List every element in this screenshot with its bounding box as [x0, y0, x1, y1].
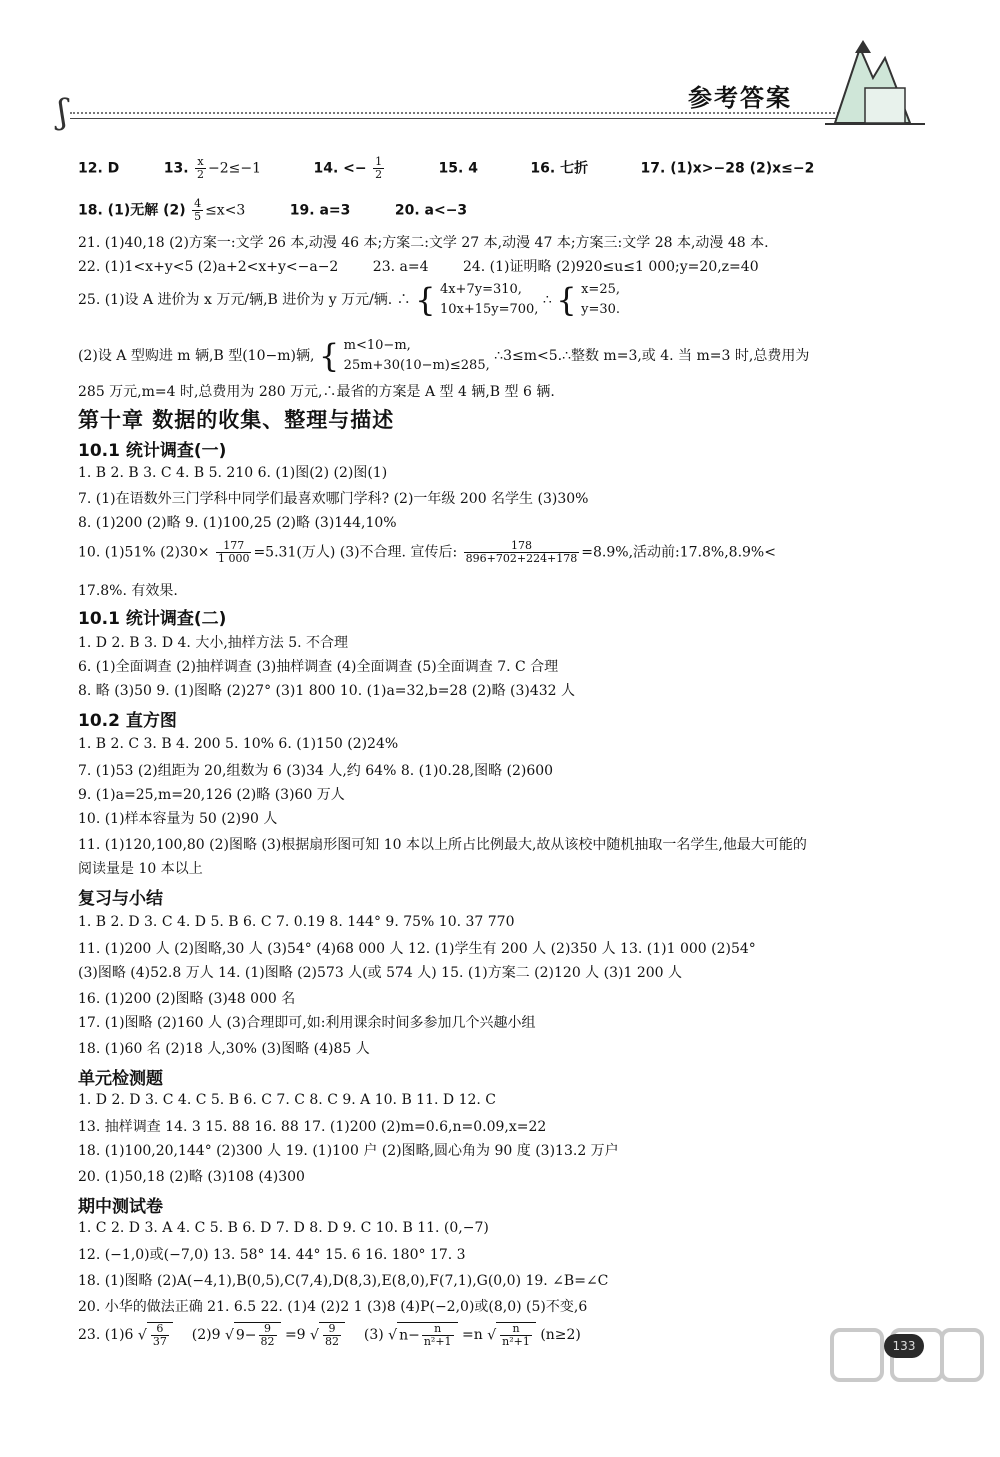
answer-row: 25. (1)设 A 进价为 x 万元/辆,B 进价为 y 万元/辆. ∴ { 4x+7y=310, 10x+15y=700, ∴ { x=25, y=30.	[78, 281, 621, 319]
header-hook-ornament: ʃ	[58, 92, 68, 132]
answer-row: 20. 小华的做法正确 21. 6.5 22. (1)4 (2)2 1 (3)8 (4)P(−2,0)或(8,0) (5)不变,6	[78, 1299, 588, 1315]
answer-row: 7. (1)53 (2)组距为 20,组数为 6 (3)34 人,约 64% 8. (1)0.28,图略 (2)600	[78, 763, 554, 779]
fraction: $\frac{x}{2}$	[197, 155, 205, 181]
answer-row: 20. (1)50,18 (2)略 (3)108 (4)300	[78, 1169, 305, 1185]
answer-row: 1. B 2. B 3. C 4. B 5. 210 6. (1)图(2) (2)图(1)	[78, 465, 388, 481]
answer-row: 阅读量是 10 本以上	[78, 861, 203, 877]
answer-row: 10. (1)样本容量为 50 (2)90 人	[78, 811, 278, 827]
answer-row: (3)图略 (4)52.8 万人 14. (1)图略 (2)573 人(或 574 人) 15. (1)方案二 (2)120 人 (3)1 200 人	[78, 965, 682, 981]
chapter-title: 第十章 数据的收集、整理与描述	[78, 408, 395, 432]
section-title: 单元检测题	[78, 1069, 163, 1089]
fraction: $\frac{1}{2}$	[375, 155, 383, 181]
answer-row: 16. (1)200 (2)图略 (3)48 000 名	[78, 991, 296, 1007]
radical: √ $\frac{6}{37}$	[138, 1322, 173, 1348]
header-decoration-icon	[825, 38, 925, 128]
answer-row: 285 万元,m=4 时,总费用为 280 万元,∴最省的方案是 A 型 4 辆,B 型 6 辆.	[78, 384, 555, 400]
answer-row: 9. (1)a=25,m=20,126 (2)略 (3)60 万人	[78, 787, 345, 803]
section-title: 期中测试卷	[78, 1197, 163, 1217]
answer-row: 22. (1)1<x+y<5 (2)a+2<x+y<−a−2 23. a=4 24. (1)证明略 (2)920≤u≤1 000;y=20,z=40	[78, 259, 759, 275]
answer-row: 18. (1)60 名 (2)18 人,30% (3)图略 (4)85 人	[78, 1041, 370, 1057]
answer-row: 23. (1)6 √ $\frac{6}{37}$ (2)9 √ 9− $\frac{9}{82}$ =9 √ $\frac{9}{82}$ (3) √ n− $\frac{n}{\text{n²+1}}$ =n √ $\frac{n}{\text{n²+1}}$ (n≥2)	[78, 1322, 581, 1348]
watermark-stamp-icon	[812, 1310, 992, 1450]
answer-row: 8. (1)200 (2)略 9. (1)100,25 (2)略 (3)144,10%	[78, 515, 397, 531]
answer-row: 1. B 2. D 3. C 4. D 5. B 6. C 7. 0.19 8. 144° 9. 75% 10. 37 770	[78, 914, 515, 930]
answer-row: 1. D 2. B 3. D 4. 大小,抽样方法 5. 不合理	[78, 635, 349, 651]
answer-row: 7. (1)在语数外三门学科中同学们最喜欢哪门学科? (2)一年级 200 名学生 (3)30%	[78, 491, 589, 507]
answer-row: 1. B 2. C 3. B 4. 200 5. 10% 6. (1)150 (2)24%	[78, 736, 399, 752]
answer-row: 12. (−1,0)或(−7,0) 13. 58° 14. 44° 15. 6 16. 180° 17. 3	[78, 1247, 466, 1263]
answer-row: 17.8%. 有效果.	[78, 583, 178, 599]
answer-row: 13. 抽样调查 14. 3 15. 88 16. 88 17. (1)200 (2)m=0.6,n=0.09,x=22	[78, 1119, 547, 1135]
header-solid-rule	[70, 118, 880, 119]
answer-row: 11. (1)200 人 (2)图略,30 人 (3)54° (4)68 000 人 12. (1)学生有 200 人 (2)350 人 13. (1)1 000 (2)54°	[78, 941, 756, 957]
section-title: 10.1 统计调查(二)	[78, 609, 227, 629]
radical: √ $\frac{n}{\text{n²+1}}$	[487, 1322, 536, 1348]
answer-row: 17. (1)图略 (2)160 人 (3)合理即可,如:利用课余时间多参加几个兴趣小组	[78, 1015, 536, 1031]
section-title: 10.2 直方图	[78, 711, 177, 731]
answer-row: 6. (1)全面调查 (2)抽样调查 (3)抽样调查 (4)全面调查 (5)全面调查 7. C 合理	[78, 659, 559, 675]
answer-row: 11. (1)120,100,80 (2)图略 (3)根据扇形图可知 10 本以上所占比例最大,故从该校中随机抽取一名学生,他最大可能的	[78, 837, 807, 853]
fraction: $\frac{178}{896+702+224+178}$	[465, 539, 578, 565]
header-title: 参考答案	[688, 84, 792, 112]
answer-row: 18. (1)100,20,144° (2)300 人 19. (1)100 户 (2)图略,圆心角为 90 度 (3)13.2 万户	[78, 1143, 619, 1159]
fraction: $\frac{4}{5}$	[194, 197, 202, 223]
answer-row: 12. D 13. $\frac{x}{2}$ −2≤−1 14. <− $\frac{1}{2}$ 15. 4 16. 七折 17. (1)x>−28 (2)x≤−2	[78, 155, 815, 181]
answer-row: 18. (1)无解 (2) $\frac{4}{5}$ ≤x<3 19. a=3 20. a<−3	[78, 197, 468, 223]
radical: √ $\frac{9}{82}$	[310, 1322, 345, 1348]
answer-row: 10. (1)51% (2)30× $\frac{177}{1 000}$ =5.31(万人) (3)不合理. 宣传后: $\frac{178}{896+702+224+178}$ =8.9%,活动前:17.8%,8.9%<	[78, 539, 776, 565]
answer-row: 21. (1)40,18 (2)方案一:文学 26 本,动漫 46 本;方案二:文学 27 本,动漫 47 本;方案三:文学 28 本,动漫 48 本.	[78, 235, 769, 251]
section-title: 复习与小结	[78, 889, 163, 909]
page-number: 133	[884, 1334, 924, 1358]
answer-row: (2)设 A 型购进 m 辆,B 型(10−m)辆, { m<10−m, 25m+30(10−m)≤285, ∴3≤m<5.∴整数 m=3,或 4. 当 m=3 时,总费用为	[78, 337, 810, 375]
radical: √ 9− $\frac{9}{82}$	[225, 1322, 281, 1348]
fraction: $\frac{177}{1 000}$	[217, 539, 250, 565]
answer-row: 1. C 2. D 3. A 4. C 5. B 6. D 7. D 8. D 9. C 10. B 11. (0,−7)	[78, 1220, 489, 1236]
answer-row: 1. D 2. D 3. C 4. C 5. B 6. C 7. C 8. C 9. A 10. B 11. D 12. C	[78, 1092, 496, 1108]
answer-row: 8. 略 (3)50 9. (1)图略 (2)27° (3)1 800 10. (1)a=32,b=28 (2)略 (3)432 人	[78, 683, 576, 699]
section-title: 10.1 统计调查(一)	[78, 441, 227, 461]
answer-row: 18. (1)图略 (2)A(−4,1),B(0,5),C(7,4),D(8,3),E(8,0),F(7,1),G(0,0) 19. ∠B=∠C	[78, 1273, 609, 1289]
radical: √ n− $\frac{n}{\text{n²+1}}$	[388, 1322, 457, 1348]
